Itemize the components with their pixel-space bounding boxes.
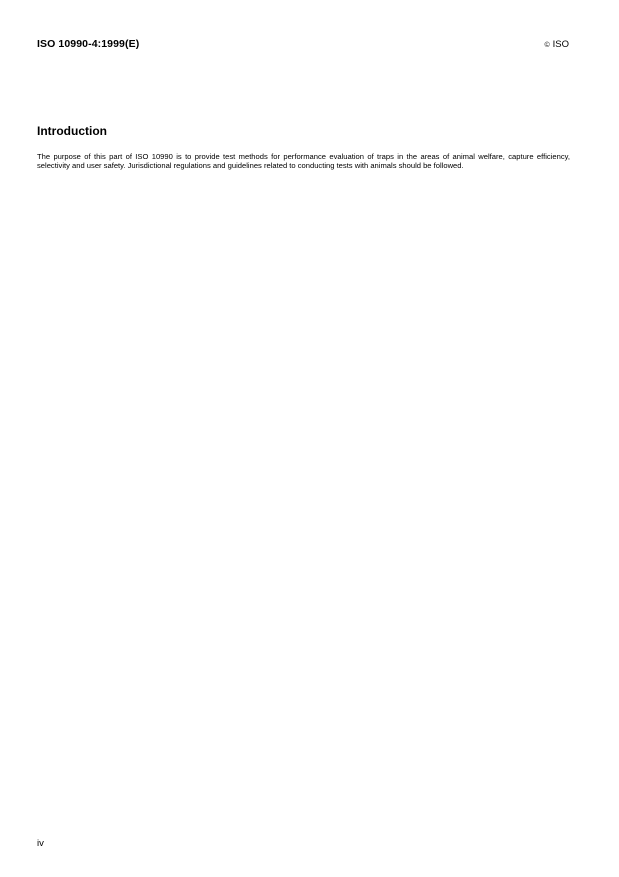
page-number: iv [37,838,44,849]
document-id: ISO 10990-4:1999(E) [37,38,140,50]
copyright-icon: © [544,41,550,49]
copyright-owner: ISO [552,39,569,50]
introduction-paragraph: The purpose of this part of ISO 10990 is to provide test methods for performance evaluation of traps in the areas of animal welfare, capture efficiency, selectivity and user safety. Jurisdictional regulations and guidelines related to conducting tests with animals should be followed. [37,152,570,171]
section-title: Introduction [37,124,107,138]
copyright-notice [544,39,569,50]
